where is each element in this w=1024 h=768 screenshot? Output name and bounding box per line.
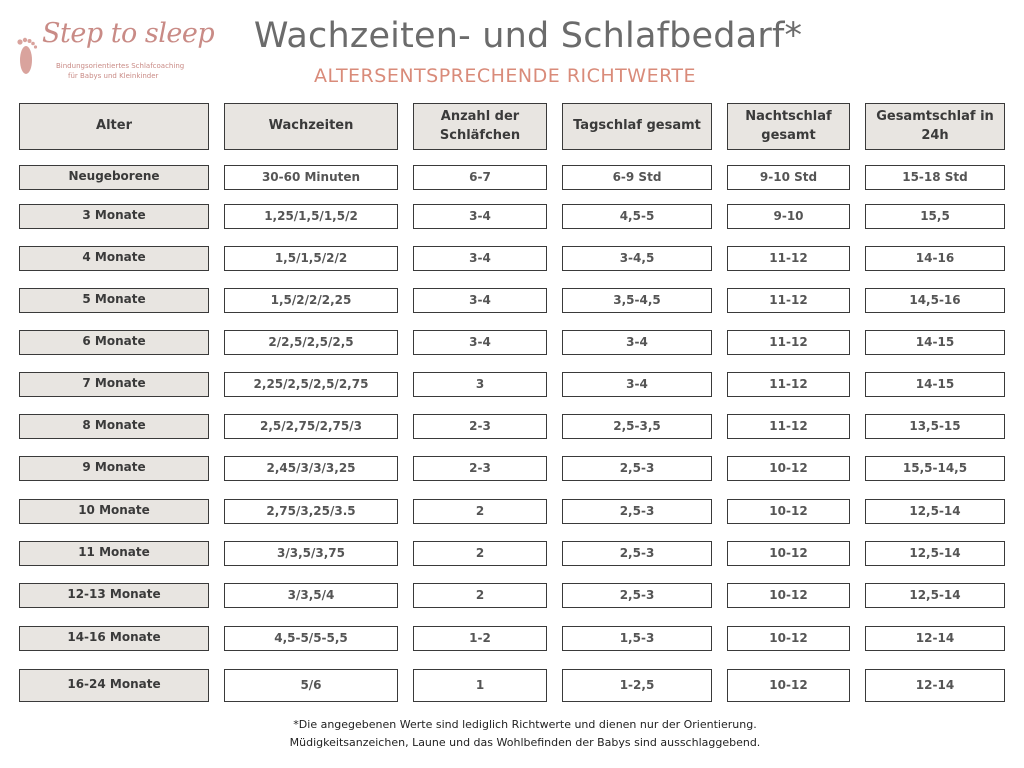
header-nachtschlaf: Nachtschlaf gesamt <box>727 103 850 150</box>
day-sleep-cell: 3-4 <box>562 372 712 397</box>
nap-count-cell: 2 <box>413 583 547 608</box>
age-cell: 11 Monate <box>19 541 209 566</box>
total-sleep-cell: 12,5-14 <box>865 583 1005 608</box>
age-cell: 8 Monate <box>19 414 209 439</box>
header-tagschlaf: Tagschlaf gesamt <box>562 103 712 150</box>
age-cell: 3 Monate <box>19 204 209 229</box>
night-sleep-cell: 9-10 <box>727 204 850 229</box>
day-sleep-cell: 2,5-3,5 <box>562 414 712 439</box>
page-title: Wachzeiten- und Schlafbedarf* <box>253 16 803 56</box>
logo-tagline-2: für Babys und Kleinkinder <box>68 72 159 80</box>
header-anzahl-schlaefchen: Anzahl der Schläfchen <box>413 103 547 150</box>
wake-time-cell: 2,75/3,25/3.5 <box>224 499 398 524</box>
day-sleep-cell: 3,5-4,5 <box>562 288 712 313</box>
total-sleep-cell: 15-18 Std <box>865 165 1005 190</box>
wake-time-cell: 3/3,5/4 <box>224 583 398 608</box>
total-sleep-cell: 12-14 <box>865 669 1005 702</box>
wake-time-cell: 1,25/1,5/1,5/2 <box>224 204 398 229</box>
day-sleep-cell: 1-2,5 <box>562 669 712 702</box>
night-sleep-cell: 11-12 <box>727 330 850 355</box>
total-sleep-cell: 15,5-14,5 <box>865 456 1005 481</box>
total-sleep-cell: 15,5 <box>865 204 1005 229</box>
total-sleep-cell: 12,5-14 <box>865 541 1005 566</box>
logo-wordmark: Step to sleep <box>42 18 215 49</box>
wake-time-cell: 2,25/2,5/2,5/2,75 <box>224 372 398 397</box>
nap-count-cell: 3-4 <box>413 288 547 313</box>
age-cell: 6 Monate <box>19 330 209 355</box>
age-cell: 9 Monate <box>19 456 209 481</box>
footnote <box>0 716 1024 751</box>
wake-time-cell: 1,5/2/2/2,25 <box>224 288 398 313</box>
age-cell: 7 Monate <box>19 372 209 397</box>
wake-time-cell: 2/2,5/2,5/2,5 <box>224 330 398 355</box>
age-cell: 12-13 Monate <box>19 583 209 608</box>
nap-count-cell: 2 <box>413 499 547 524</box>
total-sleep-cell: 14-16 <box>865 246 1005 271</box>
day-sleep-cell: 2,5-3 <box>562 499 712 524</box>
total-sleep-cell: 13,5-15 <box>865 414 1005 439</box>
day-sleep-cell: 2,5-3 <box>562 583 712 608</box>
nap-count-cell: 3-4 <box>413 246 547 271</box>
day-sleep-cell: 2,5-3 <box>562 541 712 566</box>
night-sleep-cell: 10-12 <box>727 626 850 651</box>
nap-count-cell: 6-7 <box>413 165 547 190</box>
age-cell: 5 Monate <box>19 288 209 313</box>
nap-count-cell: 2 <box>413 541 547 566</box>
age-cell: 4 Monate <box>19 246 209 271</box>
day-sleep-cell: 3-4,5 <box>562 246 712 271</box>
logo-tagline-1: Bindungsorientiertes Schlafcoaching <box>56 62 185 70</box>
total-sleep-cell: 14-15 <box>865 372 1005 397</box>
wake-time-cell: 2,45/3/3/3,25 <box>224 456 398 481</box>
wake-time-cell: 2,5/2,75/2,75/3 <box>224 414 398 439</box>
day-sleep-cell: 2,5-3 <box>562 456 712 481</box>
nap-count-cell: 3 <box>413 372 547 397</box>
age-cell: Neugeborene <box>19 165 209 190</box>
day-sleep-cell: 4,5-5 <box>562 204 712 229</box>
wake-time-cell: 4,5-5/5-5,5 <box>224 626 398 651</box>
nap-count-cell: 2-3 <box>413 456 547 481</box>
wake-time-cell: 5/6 <box>224 669 398 702</box>
day-sleep-cell: 6-9 Std <box>562 165 712 190</box>
nap-count-cell: 1-2 <box>413 626 547 651</box>
footnote-line-2: Müdigkeitsanzeichen, Laune und das Wohlbefinden der Babys sind ausschlaggebend. <box>289 735 761 749</box>
night-sleep-cell: 11-12 <box>727 288 850 313</box>
nap-count-cell: 3-4 <box>413 204 547 229</box>
night-sleep-cell: 10-12 <box>727 456 850 481</box>
total-sleep-cell: 14-15 <box>865 330 1005 355</box>
footnote-line-1: *Die angegebenen Werte sind lediglich Richtwerte und dienen nur der Orientierung. <box>293 718 757 731</box>
header-gesamtschlaf: Gesamtschlaf in 24h <box>865 103 1005 150</box>
day-sleep-cell: 1,5-3 <box>562 626 712 651</box>
wake-time-cell: 1,5/1,5/2/2 <box>224 246 398 271</box>
total-sleep-cell: 12,5-14 <box>865 499 1005 524</box>
header-wachzeiten: Wachzeiten <box>224 103 398 150</box>
nap-count-cell: 2-3 <box>413 414 547 439</box>
wake-time-cell: 30-60 Minuten <box>224 165 398 190</box>
nap-count-cell: 3-4 <box>413 330 547 355</box>
night-sleep-cell: 11-12 <box>727 372 850 397</box>
day-sleep-cell: 3-4 <box>562 330 712 355</box>
wake-time-cell: 3/3,5/3,75 <box>224 541 398 566</box>
header-alter: Alter <box>19 103 209 150</box>
age-cell: 16-24 Monate <box>19 669 209 702</box>
night-sleep-cell: 10-12 <box>727 541 850 566</box>
night-sleep-cell: 9-10 Std <box>727 165 850 190</box>
night-sleep-cell: 10-12 <box>727 583 850 608</box>
night-sleep-cell: 10-12 <box>727 669 850 702</box>
night-sleep-cell: 10-12 <box>727 499 850 524</box>
nap-count-cell: 1 <box>413 669 547 702</box>
total-sleep-cell: 14,5-16 <box>865 288 1005 313</box>
age-cell: 10 Monate <box>19 499 209 524</box>
night-sleep-cell: 11-12 <box>727 246 850 271</box>
night-sleep-cell: 11-12 <box>727 414 850 439</box>
page-subtitle: ALTERSENTSPRECHENDE RICHTWERTE <box>313 65 697 87</box>
age-cell: 14-16 Monate <box>19 626 209 651</box>
total-sleep-cell: 12-14 <box>865 626 1005 651</box>
